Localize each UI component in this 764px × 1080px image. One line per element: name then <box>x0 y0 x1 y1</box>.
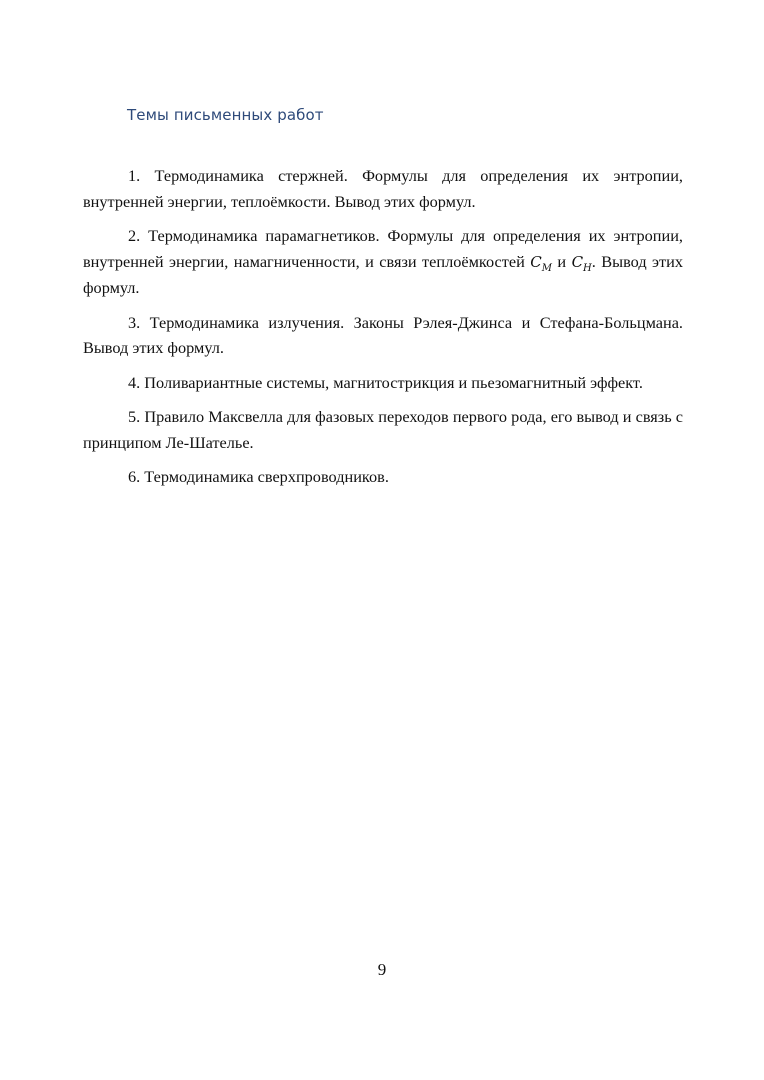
topic-number: 2. <box>128 226 141 245</box>
topic-text-connector: и <box>551 251 572 271</box>
topic-item <box>83 370 683 396</box>
heat-capacity-cm-symbol <box>530 252 552 274</box>
heat-capacity-ch-symbol <box>571 252 592 274</box>
topic-text: Поливариантные системы, магнитострикция и пьезомагнитный эффект. <box>144 372 643 392</box>
topic-number: 6. <box>128 467 141 486</box>
topic-number: 4. <box>128 372 141 392</box>
symbol-subscript: H <box>583 262 592 274</box>
topic-text-end: . Вывод этих формул. <box>83 251 684 297</box>
topic-text: Термодинамика стержней. Формулы для определения их энтропии, внутренней энергии, теплоёмкости. Вывод этих формул. <box>83 166 684 211</box>
topic-number: 3. <box>128 312 141 332</box>
section-heading: Темы письменных работ <box>127 106 324 124</box>
symbol-base: C <box>530 252 542 271</box>
topic-item <box>83 163 683 214</box>
topic-list <box>83 163 683 499</box>
topic-text: Правило Максвелла для фазовых переходов первого рода, его вывод и связь с принципом Ле-Шателье. <box>83 407 683 452</box>
symbol-subscript: M <box>541 262 552 274</box>
symbol-base: C <box>571 252 584 271</box>
topic-number: 1. <box>128 166 141 185</box>
topic-item <box>83 310 683 361</box>
topic-item <box>83 223 683 301</box>
topic-item <box>83 464 683 490</box>
topic-text: Термодинамика сверхпроводников. <box>144 467 389 486</box>
page-number: 9 <box>377 960 387 979</box>
topic-text: Термодинамика парамагнетиков. Формулы для определения их энтропии, внутренней энергии, намагниченности, и связи теплоёмкостей <box>83 226 683 271</box>
topic-text: Термодинамика излучения. Законы Рэлея-Джинса и Стефана-Больцмана. Вывод этих формул. <box>83 312 683 357</box>
topic-number: 5. <box>128 407 141 426</box>
topic-item <box>83 404 683 455</box>
